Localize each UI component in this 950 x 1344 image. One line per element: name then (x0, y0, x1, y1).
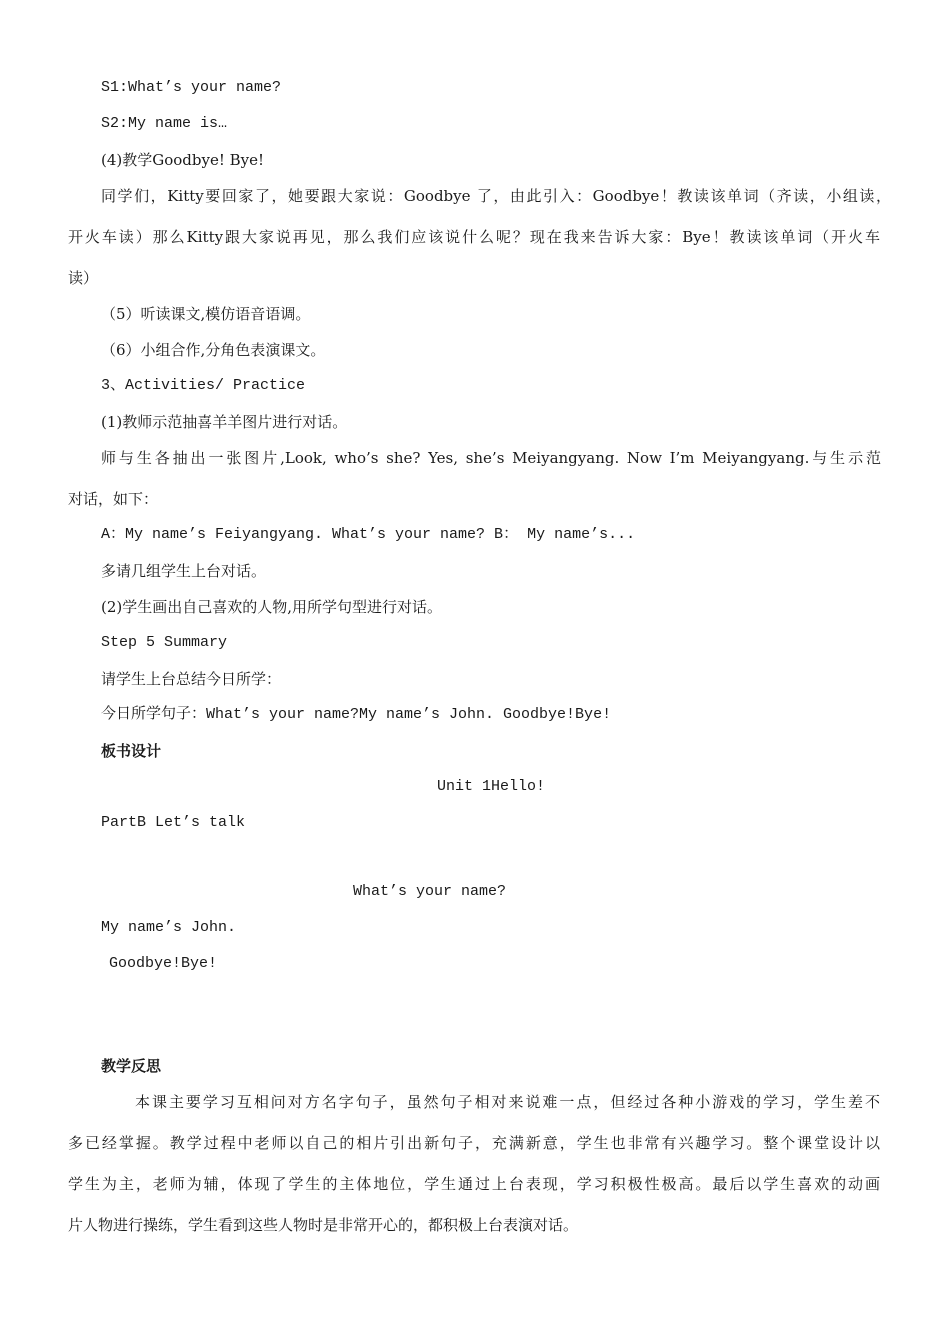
kitty-paragraph-line-2: 开火车读）那么Kitty跟大家说再见，那么我们应该说什么呢？现在我来告诉大家：Bye！教读该单词（开火车 (68, 228, 880, 246)
board-answer: My name’s John. (101, 919, 237, 936)
board-design-heading: 板书设计 (101, 742, 162, 760)
reflection-line-4: 片人物进行操练，学生看到这些人物时是非常开心的，都积极上台表演对话。 (68, 1216, 579, 1234)
kitty-paragraph-line-3: 读） (68, 269, 99, 287)
invite-groups-line: 多请几组学生上台对话。 (101, 562, 267, 580)
dialog-line-s2: S2:My name is… (101, 115, 228, 132)
step-5-listen-read: （5）听读课文,模仿语音语调。 (101, 305, 311, 323)
board-goodbye: Goodbye!Bye! (109, 955, 218, 972)
draw-characters-line: (2)学生画出自己喜欢的人物,用所学句型进行对话。 (101, 598, 443, 616)
reflection-line-3: 学生为主，老师为辅，体现了学生的主体地位，学生通过上台表现，学习积极性极高。最后以学生喜欢的动画 (68, 1175, 880, 1193)
dialog-line-s1: S1:What’s your name? (101, 79, 282, 96)
look-paragraph-line-1: 师与生各抽出一张图片,Look, who’s she? Yes, she’s Meiyangyang. Now I’m Meiyangyang.与生示范 (101, 449, 881, 467)
board-unit-title: Unit 1Hello! (437, 778, 546, 795)
reflection-line-2: 多已经掌握。教学过程中老师以自己的相片引出新句子，充满新意，学生也非常有兴趣学习。整个课堂设计以 (68, 1134, 880, 1152)
reflection-line-1: 本课主要学习互相问对方名字句子，虽然句子相对来说难一点，但经过各种小游戏的学习，学生差不 (135, 1093, 880, 1111)
goodbye-section-heading: (4)教学Goodbye! Bye! (101, 151, 265, 169)
example-dialog-line: A：My name’s Feiyangyang. What’s your name? B： My name’s... (101, 526, 636, 543)
summary-prompt-line: 请学生上台总结今日所学： (101, 670, 282, 688)
teacher-demo-line: (1)教师示范抽喜羊羊图片进行对话。 (101, 413, 348, 431)
look-paragraph-line-2: 对话，如下： (68, 490, 159, 508)
summary-heading: Step 5 Summary (101, 634, 228, 651)
kitty-paragraph-line-1: 同学们，Kitty要回家了，她要跟大家说：Goodbye 了，由此引入：Goodbye！教读该单词（齐读，小组读， (101, 187, 891, 205)
board-question: What’s your name? (353, 883, 507, 900)
today-sentences-line: 今日所学句子：What’s your name?My name’s John. Goodbye!Bye! (101, 706, 612, 723)
board-part-title: PartB Let’s talk (101, 814, 246, 831)
reflection-heading: 教学反思 (101, 1057, 162, 1075)
step-6-role-play: （6）小组合作,分角色表演课文。 (101, 341, 326, 359)
activities-heading: 3、Activities/ Practice (101, 377, 306, 394)
